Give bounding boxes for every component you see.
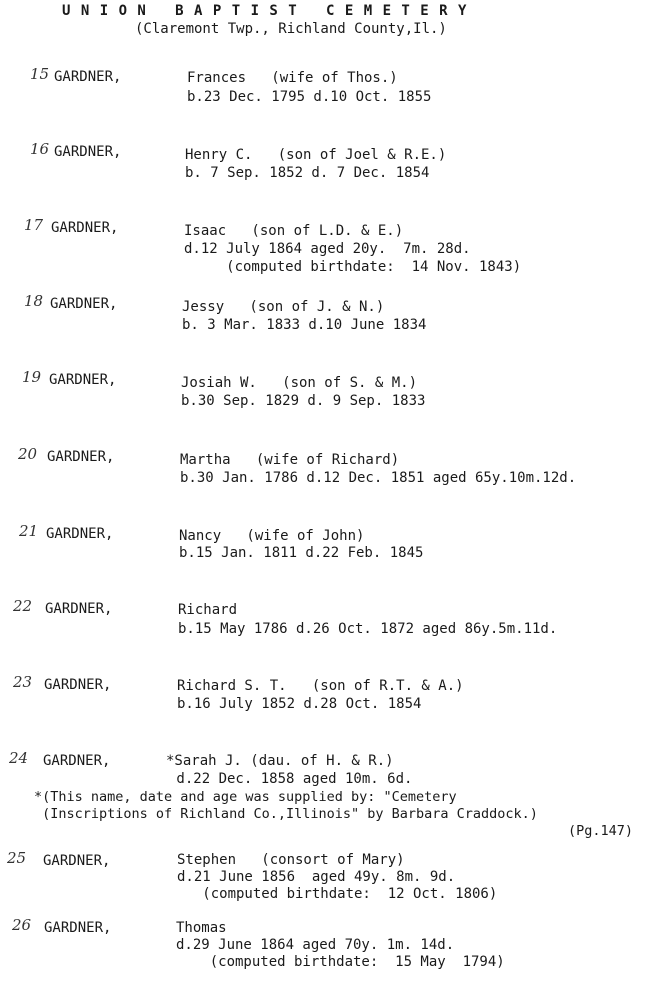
entry-dates-line: b.15 May 1786 d.26 Oct. 1872 aged 86y.5m.11d. — [178, 621, 558, 637]
footnote-line: *(This name, date and age was supplied by: "Cemetery — [34, 789, 457, 805]
entry-dates-line: b.15 Jan. 1811 d.22 Feb. 1845 — [179, 545, 424, 561]
entry-surname: GARDNER, — [50, 296, 118, 312]
entry-number: 20 — [18, 445, 38, 463]
entry-dates-line: b.30 Sep. 1829 d. 9 Sep. 1833 — [181, 393, 426, 409]
entry-name-line: Nancy (wife of John) — [179, 528, 365, 544]
page-subtitle: (Claremont Twp., Richland County,Il.) — [135, 21, 447, 37]
entry-number: 17 — [24, 216, 44, 234]
entry-name-line: Martha (wife of Richard) — [180, 452, 400, 468]
entry-surname: GARDNER, — [43, 853, 111, 869]
entry-name-line: Thomas — [176, 920, 227, 936]
entry-dates-line: d.21 June 1856 aged 49y. 8m. 9d. — [177, 869, 456, 885]
entry-dates-line: d.22 Dec. 1858 aged 10m. 6d. — [168, 771, 413, 787]
entry-name-line: Henry C. (son of Joel & R.E.) — [185, 147, 447, 163]
entry-dates-line: b.23 Dec. 1795 d.10 Oct. 1855 — [187, 89, 432, 105]
footnote-line: (Inscriptions of Richland Co.,Illinois" by Barbara Craddock.) — [34, 806, 538, 822]
entry-name-line: Richard S. T. (son of R.T. & A.) — [177, 678, 464, 694]
entry-number: 21 — [19, 522, 39, 540]
entry-number: 23 — [13, 673, 33, 691]
entry-surname: GARDNER, — [49, 372, 117, 388]
entry-surname: GARDNER, — [45, 601, 113, 617]
entry-number: 22 — [13, 597, 33, 615]
entry-number: 16 — [30, 140, 50, 158]
entry-surname: GARDNER, — [44, 677, 112, 693]
entry-dates-line: d.12 July 1864 aged 20y. 7m. 28d. — [184, 241, 471, 257]
entry-surname: GARDNER, — [54, 69, 122, 85]
entry-surname: GARDNER, — [44, 920, 112, 936]
entry-name-line: Josiah W. (son of S. & M.) — [181, 375, 418, 391]
entry-number: 19 — [22, 368, 42, 386]
page-title: U N I O N B A P T I S T C E M E T E R Y — [62, 3, 468, 19]
entry-surname: GARDNER, — [43, 753, 111, 769]
entry-number: 24 — [9, 749, 29, 767]
entry-name-line: Isaac (son of L.D. & E.) — [184, 223, 404, 239]
entry-surname: GARDNER, — [47, 449, 115, 465]
entry-computed-line: (computed birthdate: 14 Nov. 1843) — [184, 259, 522, 275]
entry-surname: GARDNER, — [51, 220, 119, 236]
entry-computed-line: (computed birthdate: 15 May 1794) — [176, 954, 505, 970]
entry-name-line: Richard — [178, 602, 238, 618]
entry-dates-line: b. 3 Mar. 1833 d.10 June 1834 — [182, 317, 427, 333]
entry-dates-line: b. 7 Sep. 1852 d. 7 Dec. 1854 — [185, 165, 430, 181]
entry-number: 18 — [24, 292, 44, 310]
entry-name-line: *Sarah J. (dau. of H. & R.) — [166, 753, 394, 769]
footnote-page-ref: (Pg.147) — [568, 823, 634, 839]
entry-number: 15 — [30, 65, 50, 83]
entry-surname: GARDNER, — [54, 144, 122, 160]
entry-name-line: Jessy (son of J. & N.) — [182, 299, 385, 315]
entry-name-line: Stephen (consort of Mary) — [177, 852, 405, 868]
entry-number: 25 — [7, 849, 27, 867]
entry-name-line: Frances (wife of Thos.) — [187, 70, 398, 86]
entry-dates-line: d.29 June 1864 aged 70y. 1m. 14d. — [176, 937, 455, 953]
entry-number: 26 — [12, 916, 32, 934]
entry-computed-line: (computed birthdate: 12 Oct. 1806) — [177, 886, 498, 902]
entry-dates-line: b.16 July 1852 d.28 Oct. 1854 — [177, 696, 422, 712]
entry-dates-line: b.30 Jan. 1786 d.12 Dec. 1851 aged 65y.10m.12d. — [180, 470, 577, 486]
entry-surname: GARDNER, — [46, 526, 114, 542]
